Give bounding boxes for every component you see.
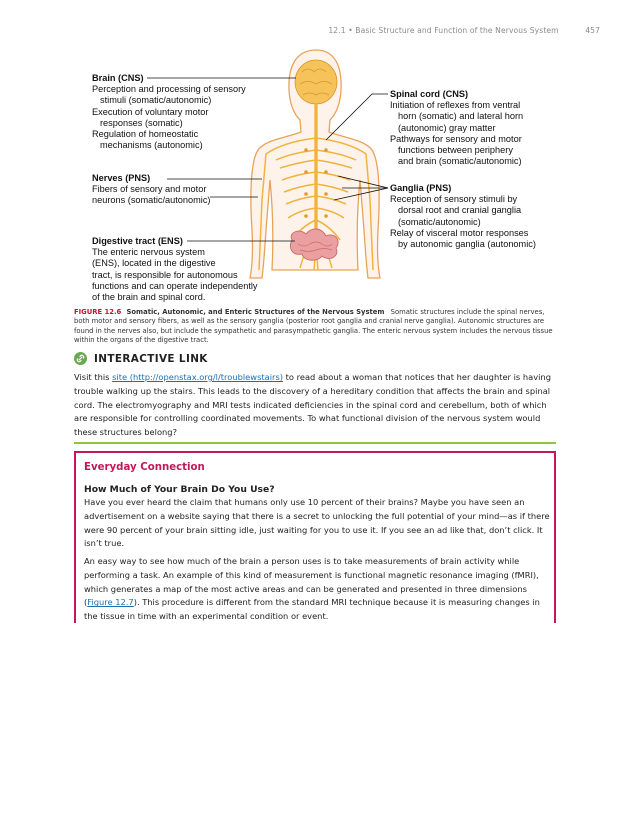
- paragraph-text-after: ). This procedure is different from the standard MRI technique because it is measuring changes in the tissue in time with an experimental condition or event.: [84, 597, 540, 622]
- callout-line: by autonomic ganglia (autonomic): [398, 239, 536, 250]
- callout-line: stimuli (somatic/autonomic): [100, 95, 212, 106]
- callout-line: horn (somatic) and lateral horn: [398, 111, 524, 122]
- page-number: 457: [585, 26, 600, 35]
- callout-nerves: [92, 173, 210, 207]
- callout-brain: [92, 73, 246, 151]
- callout-title: Digestive tract (ENS): [92, 236, 183, 246]
- callout-spinal-cord: [390, 89, 523, 167]
- figure-caption-text: Somatic structures include the spinal nerves, both motor and sensory fibers, as well as the sensory ganglia (posterior root ganglia and cranial nerve ganglia). Autonomic structures are found in the nerves also, but include the sympathetic and parasympathetic ganglia. The enteric nervous system includes the nervous tissue within the organs of the digestive tract.: [74, 308, 553, 345]
- interactive-link-header: [74, 352, 208, 365]
- troublewstairs-link[interactable]: site (http://openstax.org/l/troublewstairs): [112, 372, 284, 382]
- callout-title: Brain (CNS): [92, 73, 144, 83]
- callout-line: neurons (somatic/autonomic): [92, 195, 211, 206]
- callout-title: Ganglia (PNS): [390, 183, 452, 193]
- callout-line: Perception and processing of sensory: [92, 84, 246, 95]
- callout-ganglia: [390, 183, 536, 250]
- callout-title: Nerves (PNS): [92, 173, 151, 183]
- callout-line: (autonomic) gray matter: [398, 122, 496, 133]
- link-icon: [74, 352, 87, 365]
- interactive-link-title: INTERACTIVE LINK: [94, 352, 208, 365]
- everyday-connection-box: [74, 451, 556, 623]
- section-divider: [74, 442, 556, 444]
- callout-line: Reception of sensory stimuli by: [390, 194, 518, 205]
- everyday-paragraph-2: [84, 555, 550, 624]
- everyday-connection-subtitle: How Much of Your Brain Do You Use?: [84, 484, 275, 495]
- callout-line: Execution of voluntary motor: [92, 106, 209, 117]
- interactive-link-body: [74, 371, 558, 440]
- figure-caption: [74, 308, 556, 346]
- brain-shape: [295, 60, 337, 104]
- paragraph-text-before: An easy way to see how much of the brain a person uses is to take measurements of brain activity while performing a task. An example of this kind of measurement is functional magnetic resonance imaging (fMRI), which generates a map of the most active areas and can be generated and presented in three dimensions (: [84, 556, 539, 608]
- callout-line: (somatic/autonomic): [398, 216, 481, 227]
- callout-line: Regulation of homeostatic: [92, 129, 199, 140]
- figure-title: Somatic, Autonomic, and Enteric Structures of the Nervous System: [126, 308, 385, 316]
- everyday-paragraph-1: Have you ever heard the claim that humans only use 10 percent of their brains? Maybe you have seen an advertisement on a website saying that there is a secret to unlocking the full potential of your mind—as if there were 90 percent of your brain sitting idle, just waiting for you to use it. If you see an ad like that, don’t click. It isn’t true.: [84, 497, 550, 549]
- callout-digestive-tract: [92, 236, 258, 303]
- callout-line: Pathways for sensory and motor: [390, 133, 522, 144]
- callout-line: functions and can operate independently: [92, 280, 258, 291]
- callout-line: responses (somatic): [100, 117, 183, 128]
- callout-line: mechanisms (autonomic): [100, 140, 203, 151]
- callout-line: Initiation of reflexes from ventral: [390, 100, 521, 111]
- running-head-section: 12.1 • Basic Structure and Function of the Nervous System: [328, 26, 559, 35]
- callout-line: dorsal root and cranial ganglia: [398, 205, 522, 216]
- callout-line: tract, is responsible for autonomous: [92, 269, 238, 280]
- callout-line: functions between periphery: [398, 145, 513, 156]
- interactive-link-text-before: Visit this: [74, 372, 113, 382]
- interactive-link-text-after: to read about a woman that notices that her daughter is having trouble walking up the stairs. This leads to the discovery of a hereditary condition that affects the brain and spinal cord. The electromyography and MRI tests indicated deficiencies in the spinal cord and cerebellum, both of which are responsible for controlling coordinated movements. To what functional division of the nervous system would these structures belong?: [74, 372, 551, 438]
- callout-line: The enteric nervous system: [92, 247, 205, 258]
- callout-title: Spinal cord (CNS): [390, 89, 469, 99]
- callout-line: Fibers of sensory and motor: [92, 184, 207, 195]
- figure-12-7-link[interactable]: Figure 12.7: [87, 597, 134, 608]
- nervous-system-figure: [0, 0, 630, 305]
- callout-line: Relay of visceral motor responses: [390, 227, 529, 238]
- figure-label: FIGURE 12.6: [74, 308, 122, 316]
- everyday-connection-title: Everyday Connection: [84, 462, 205, 473]
- callout-line: (ENS), located in the digestive: [92, 258, 216, 269]
- callout-line: of the brain and spinal cord.: [92, 292, 206, 303]
- callout-line: and brain (somatic/autonomic): [398, 156, 522, 167]
